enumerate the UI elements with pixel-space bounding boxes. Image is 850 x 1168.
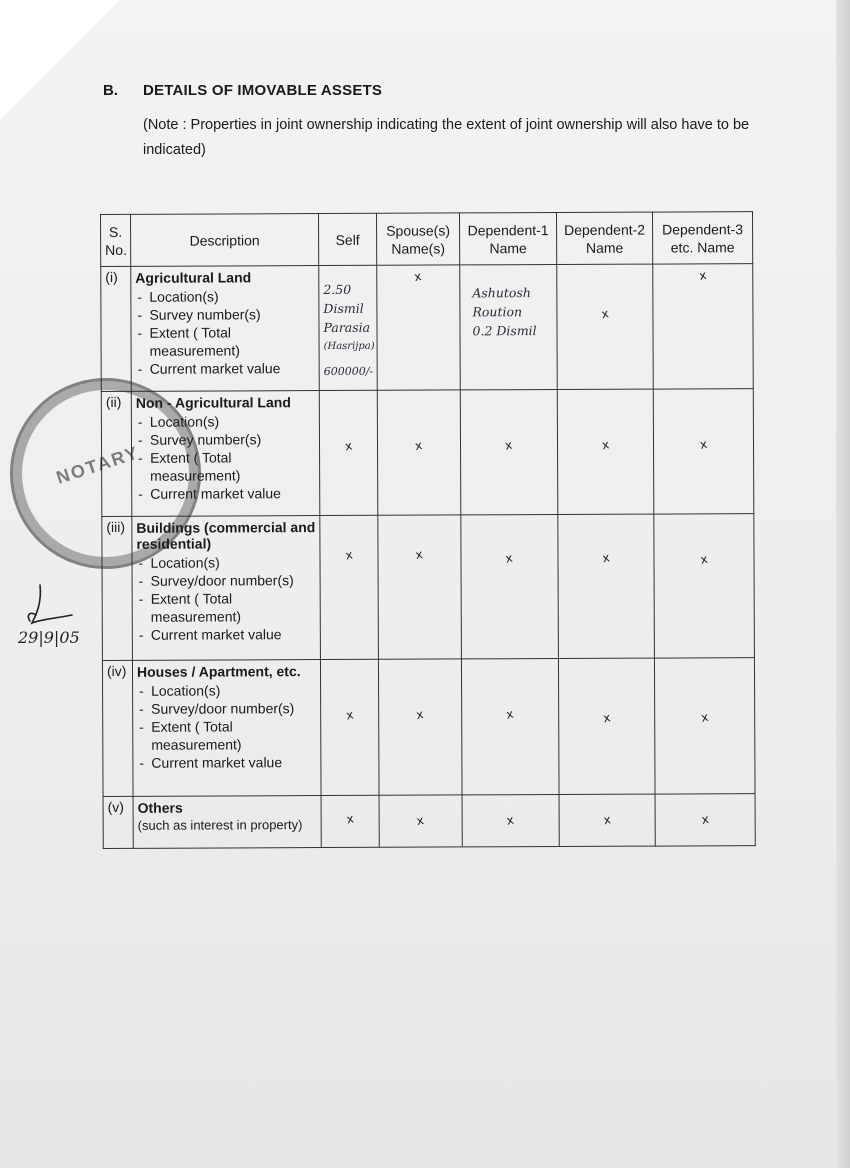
self-cell bbox=[319, 390, 378, 515]
cross-mark: x bbox=[414, 438, 424, 454]
cross-mark: x bbox=[504, 437, 514, 453]
cross-mark: x bbox=[699, 551, 709, 567]
cross-mark: x bbox=[415, 707, 425, 723]
cross-mark: x bbox=[602, 812, 612, 828]
handwritten-value: (Hasrijpa) bbox=[323, 340, 375, 353]
list-item: - Extent ( Total measurement) bbox=[136, 448, 315, 485]
cross-mark: x bbox=[600, 437, 611, 453]
cross-mark: x bbox=[413, 269, 424, 285]
dependent-2-cell bbox=[558, 514, 655, 658]
table-row bbox=[101, 389, 754, 517]
header-spouse: Spouse(s) Name(s) bbox=[376, 213, 459, 265]
dependent-2-cell bbox=[559, 794, 655, 846]
cross-mark: x bbox=[505, 706, 515, 722]
item-list bbox=[136, 553, 315, 644]
cross-mark: x bbox=[344, 707, 355, 723]
cross-mark: x bbox=[415, 813, 426, 829]
dependent-1-cell bbox=[460, 390, 558, 515]
list-item: - Survey/door number(s) bbox=[137, 699, 316, 718]
list-item: - Survey/door number(s) bbox=[137, 571, 316, 590]
category-title: Others bbox=[137, 799, 183, 816]
dependent-1-cell bbox=[461, 659, 559, 795]
row-number: (iv) bbox=[102, 660, 133, 796]
row-description bbox=[131, 266, 320, 392]
list-item: - Current market value bbox=[137, 753, 316, 772]
dependent-1-cell bbox=[460, 265, 558, 390]
dependent-3-cell bbox=[654, 514, 755, 658]
section-title: DETAILS OF IMOVABLE ASSETS bbox=[143, 82, 383, 99]
header-dependent-2: Dependent-2 Name bbox=[556, 212, 652, 264]
cross-mark: x bbox=[601, 550, 611, 566]
handwritten-value: 0.2 Dismil bbox=[472, 323, 537, 339]
cross-mark: x bbox=[343, 438, 354, 454]
list-item: - Location(s) bbox=[135, 287, 314, 306]
list-item: - Extent ( Total measurement) bbox=[137, 589, 316, 626]
dependent-3-cell bbox=[653, 389, 754, 514]
list-item: - Extent ( Total measurement) bbox=[135, 323, 314, 360]
dependent-3-cell bbox=[654, 658, 755, 794]
table-header-row bbox=[101, 212, 753, 267]
list-item: - Current market value bbox=[137, 625, 316, 644]
self-cell bbox=[319, 265, 378, 390]
cross-mark: x bbox=[698, 436, 709, 452]
folded-corner bbox=[0, 0, 120, 120]
dependent-3-cell bbox=[655, 794, 755, 846]
list-item: - Current market value bbox=[136, 359, 315, 378]
item-list bbox=[135, 287, 314, 378]
immovable-assets-table bbox=[100, 211, 756, 849]
cross-mark: x bbox=[601, 710, 612, 726]
list-item: - Survey number(s) bbox=[135, 305, 314, 324]
cross-mark: x bbox=[504, 550, 515, 566]
header-dependent-1: Dependent-1 Name bbox=[459, 213, 556, 265]
dependent-2-cell bbox=[558, 658, 655, 794]
category-title: Agricultural Land bbox=[135, 269, 252, 286]
dependent-1-cell bbox=[462, 795, 559, 847]
row-number: (ii) bbox=[101, 391, 132, 516]
spouse-cell bbox=[377, 265, 461, 390]
table-row bbox=[102, 658, 755, 797]
handwritten-value: 600000/- bbox=[323, 364, 374, 379]
page-edge-shadow bbox=[836, 0, 850, 1168]
self-cell bbox=[320, 515, 379, 659]
row-number: (v) bbox=[103, 796, 133, 848]
handwritten-value: 2.50 bbox=[323, 281, 352, 298]
category-note: (such as interest in property) bbox=[137, 817, 303, 833]
cross-mark: x bbox=[505, 812, 516, 828]
spouse-cell bbox=[379, 795, 462, 847]
header-self: Self bbox=[319, 213, 377, 265]
cross-mark: x bbox=[698, 267, 708, 283]
row-number: (iii) bbox=[102, 516, 133, 660]
handwritten-value: Parasia bbox=[323, 319, 371, 336]
table-row bbox=[101, 264, 754, 392]
category-title: Non - Agricultural Land bbox=[135, 394, 291, 411]
list-item: - Extent ( Total measurement) bbox=[137, 717, 316, 754]
section-letter: B. bbox=[103, 82, 118, 99]
list-item: - Survey number(s) bbox=[136, 430, 315, 449]
self-cell bbox=[320, 659, 379, 795]
self-cell bbox=[321, 795, 379, 847]
cross-mark: x bbox=[344, 547, 354, 563]
row-number: (i) bbox=[101, 266, 132, 391]
spouse-cell bbox=[377, 390, 461, 515]
notary-stamp-text: NOTARY bbox=[53, 442, 142, 488]
dependent-2-cell bbox=[557, 264, 654, 389]
spouse-cell bbox=[378, 515, 462, 659]
list-item: - Current market value bbox=[136, 484, 315, 503]
header-dependent-3: Dependent-3 etc. Name bbox=[652, 212, 752, 264]
handwritten-value: Dismil bbox=[323, 300, 364, 317]
dependent-3-cell bbox=[653, 264, 754, 389]
handwritten-value: Roution bbox=[472, 304, 523, 320]
cross-mark: x bbox=[600, 306, 610, 322]
list-item: - Location(s) bbox=[137, 681, 316, 700]
cross-mark: x bbox=[345, 811, 355, 827]
list-item: - Location(s) bbox=[136, 412, 315, 431]
cross-mark: x bbox=[414, 547, 425, 563]
signature-date: 29|9|05 bbox=[18, 628, 80, 647]
header-sno: S. No. bbox=[101, 214, 131, 266]
cross-mark: x bbox=[699, 709, 710, 725]
spouse-cell bbox=[378, 659, 462, 795]
cross-mark: x bbox=[700, 811, 710, 827]
section-note: (Note : Properties in joint ownership indicating the extent of joint ownership will also have to be indicated) bbox=[143, 117, 750, 158]
table-row bbox=[103, 794, 755, 849]
list-item: - Location(s) bbox=[136, 553, 315, 572]
header-description: Description bbox=[131, 214, 319, 267]
row-description bbox=[132, 660, 321, 797]
dependent-1-cell bbox=[461, 515, 559, 659]
row-description bbox=[133, 796, 321, 849]
category-title: Buildings (commercial and residential) bbox=[136, 519, 316, 552]
dependent-2-cell bbox=[557, 389, 654, 514]
item-list bbox=[137, 681, 316, 772]
table-row bbox=[102, 514, 755, 661]
handwritten-value: Ashutosh bbox=[472, 285, 531, 301]
category-title: Houses / Apartment, etc. bbox=[136, 663, 301, 680]
